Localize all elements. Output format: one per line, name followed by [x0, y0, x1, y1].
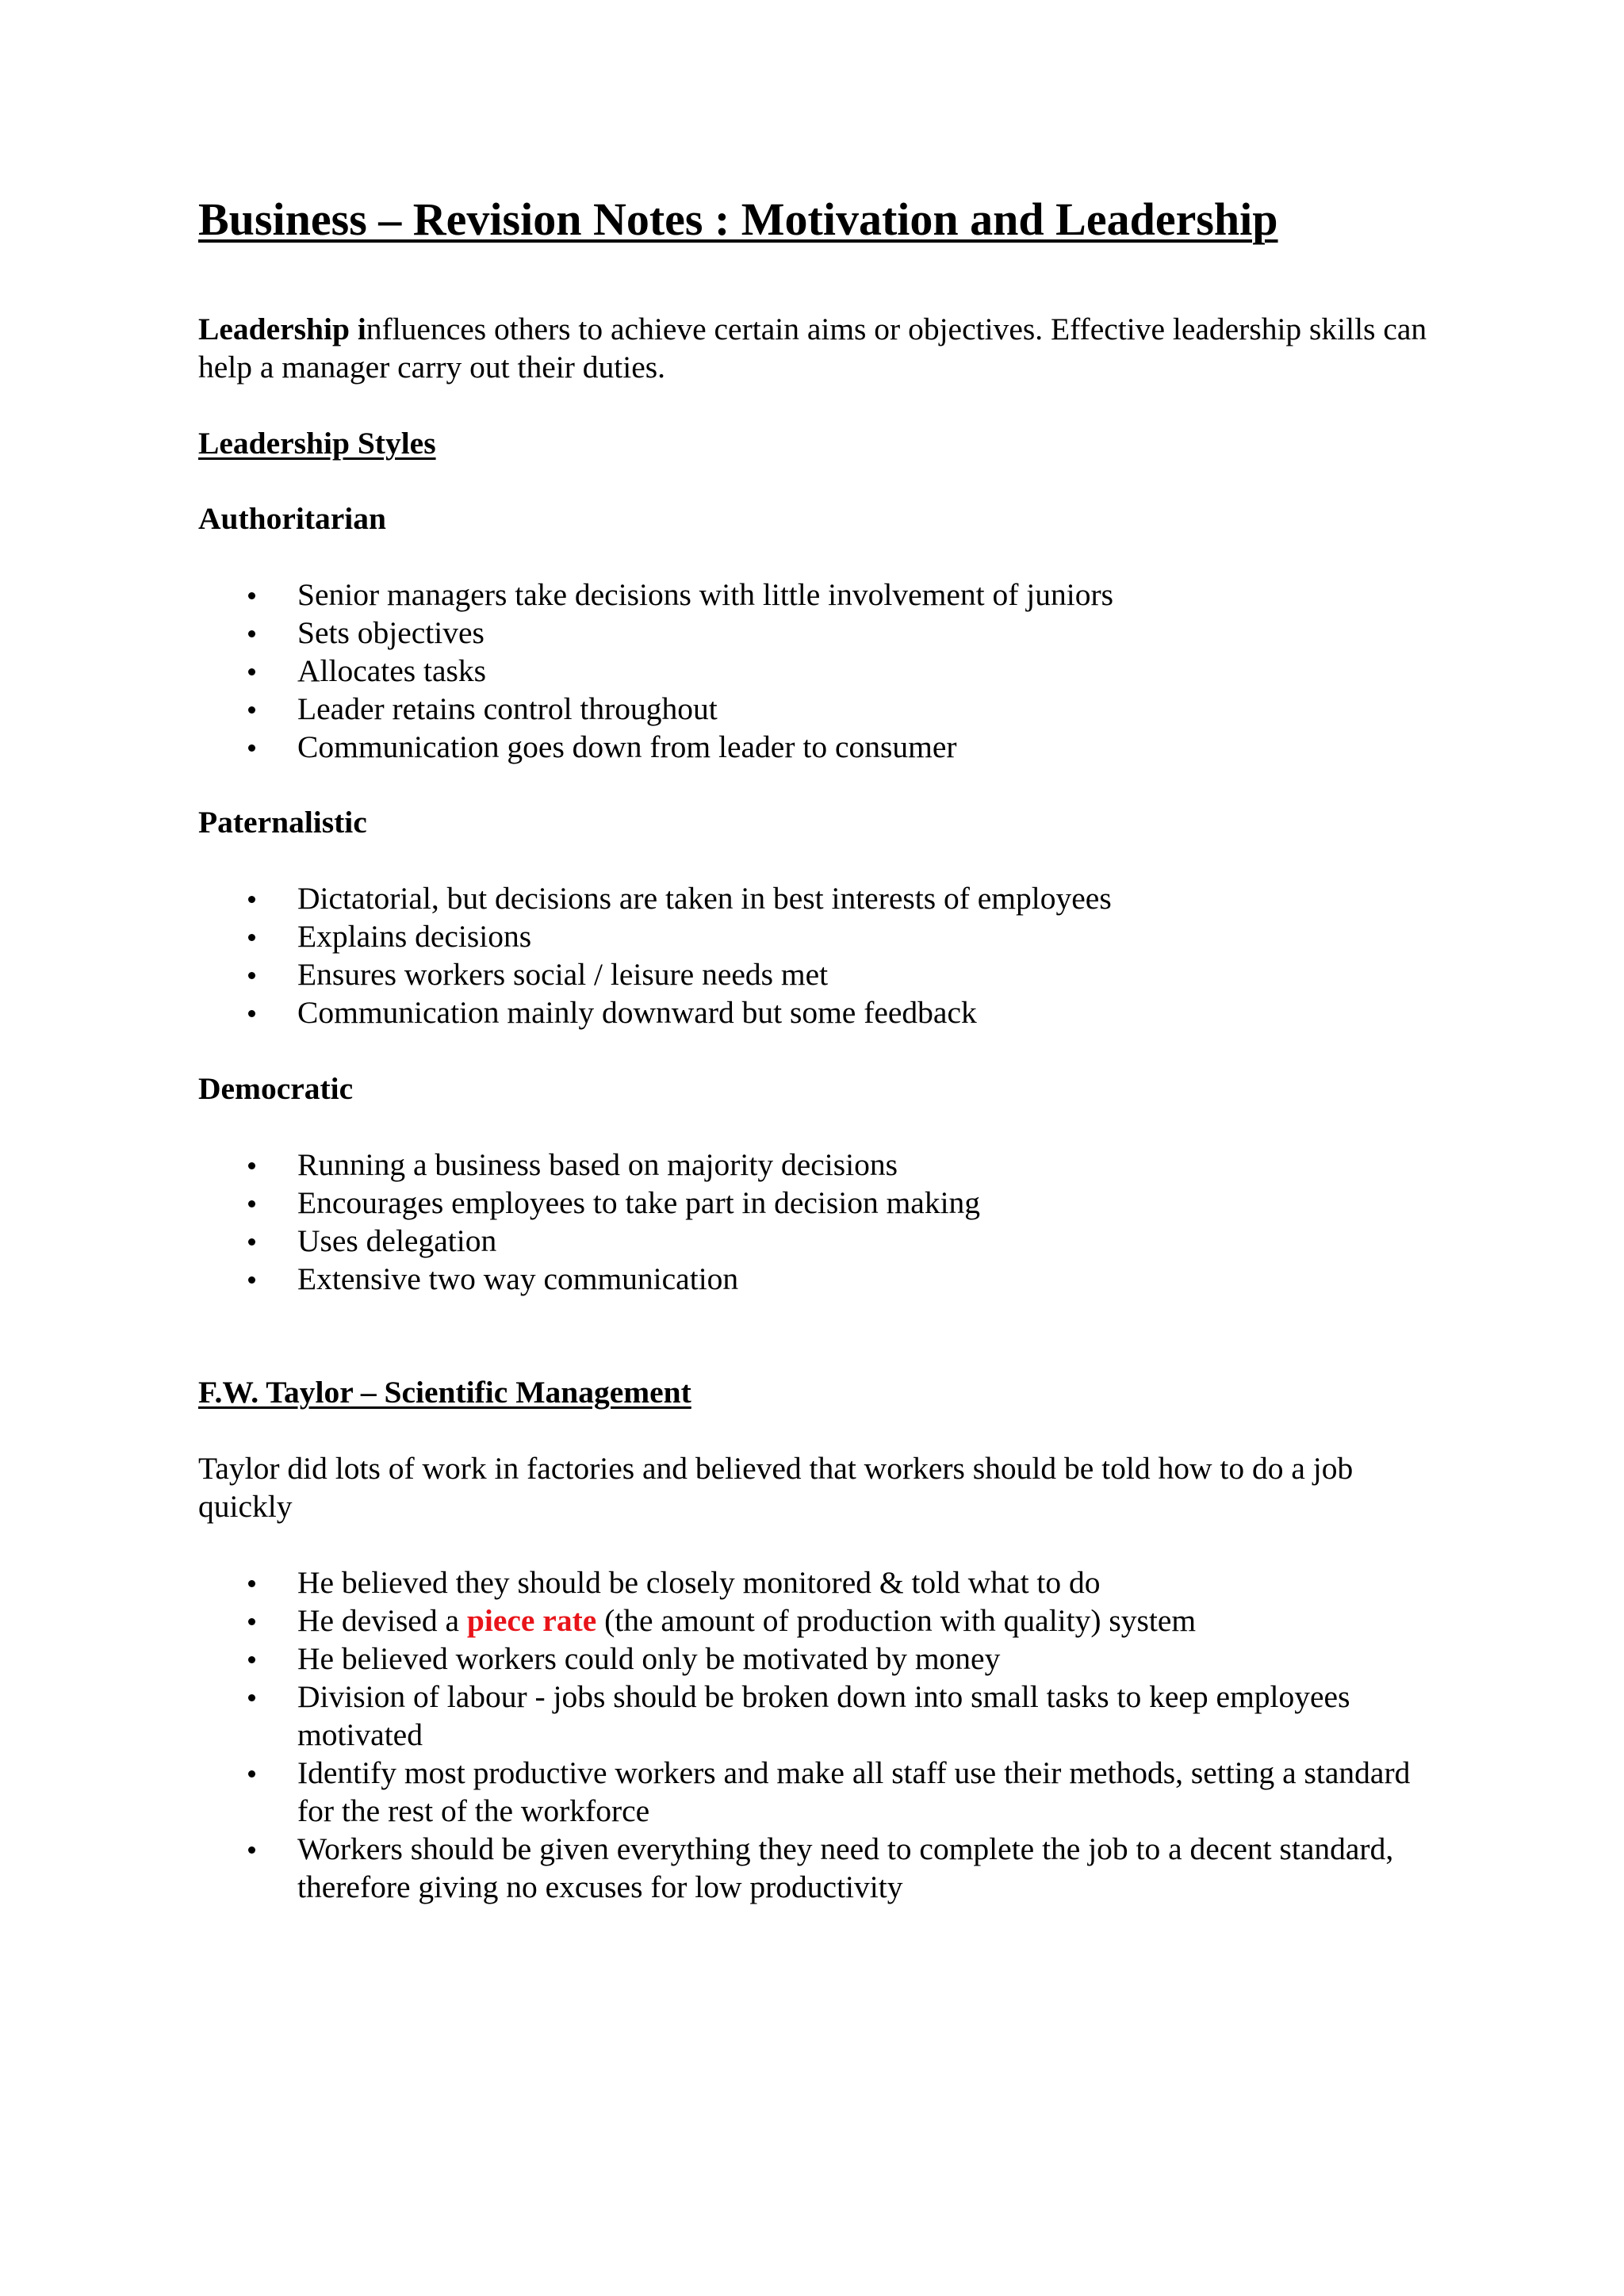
bullet-icon: [248, 1656, 255, 1663]
bullet-icon: [248, 1200, 255, 1207]
style-heading-paternalistic: Paternalistic: [198, 805, 367, 840]
list-item: Dictatorial, but decisions are taken in best interests of employees: [198, 879, 1451, 917]
leadership-intro: [198, 310, 1451, 386]
bullet-icon: [248, 1238, 255, 1246]
bullet-icon: [248, 1618, 255, 1625]
style-heading-authoritarian: Authoritarian: [198, 501, 386, 536]
bullet-icon: [248, 706, 255, 714]
bullet-icon: [248, 1846, 255, 1854]
paternalistic-list: [198, 879, 1451, 1031]
list-item: Workers should be given everything they need to complete the job to a decent standard, therefore giving no excuses for low productivity: [198, 1830, 1451, 1906]
democratic-list: [198, 1146, 1451, 1298]
list-item: Running a business based on majority decisions: [198, 1146, 1451, 1184]
list-item: Ensures workers social / leisure needs met: [198, 955, 1451, 993]
bullet-icon: [248, 630, 255, 637]
bullet-icon: [248, 1770, 255, 1777]
list-item: Division of labour - jobs should be broken down into small tasks to keep employees motivated: [198, 1678, 1451, 1754]
bullet-icon: [248, 1276, 255, 1284]
taylor-list: [198, 1563, 1451, 1906]
piece-rate-highlight: piece rate: [466, 1603, 597, 1638]
list-item: Senior managers take decisions with little involvement of juniors: [198, 576, 1451, 614]
list-item: He believed workers could only be motivated by money: [198, 1640, 1451, 1678]
list-item: He believed they should be closely monitored & told what to do: [198, 1563, 1451, 1601]
bullet-icon: [248, 1010, 255, 1017]
list-item: Communication mainly downward but some feedback: [198, 993, 1451, 1031]
style-heading-democratic: Democratic: [198, 1071, 354, 1106]
list-item: Communication goes down from leader to consumer: [198, 728, 1451, 766]
page-title: Business – Revision Notes : Motivation and Leadership: [198, 193, 1278, 245]
taylor-intro: Taylor did lots of work in factories and believed that workers should be told how to do a job quickly: [198, 1451, 1354, 1524]
list-item: Allocates tasks: [198, 652, 1451, 690]
list-item: He devised a piece rate (the amount of production with quality) system: [198, 1601, 1451, 1640]
leadership-term: Leadership i: [198, 312, 366, 346]
bullet-icon: [248, 1162, 255, 1169]
list-item: Identify most productive workers and make all staff use their methods, setting a standard for the rest of the workforce: [198, 1754, 1451, 1830]
list-item: Leader retains control throughout: [198, 690, 1451, 728]
bullet-icon: [248, 1694, 255, 1701]
list-item: Extensive two way communication: [198, 1260, 1451, 1298]
bullet-icon: [248, 592, 255, 599]
bullet-icon: [248, 744, 255, 752]
bullet-icon: [248, 1580, 255, 1587]
bullet-icon: [248, 972, 255, 979]
bullet-icon: [248, 934, 255, 941]
leadership-intro-text: nfluences others to achieve certain aims or objectives. Effective leadership skills can help a manager carry out their duties.: [198, 312, 1427, 385]
list-item: Uses delegation: [198, 1222, 1451, 1260]
authoritarian-list: [198, 576, 1451, 766]
list-item: Explains decisions: [198, 917, 1451, 955]
list-item: Sets objectives: [198, 614, 1451, 652]
taylor-heading: F.W. Taylor – Scientific Management: [198, 1375, 691, 1410]
bullet-icon: [248, 668, 255, 675]
leadership-styles-heading: Leadership Styles: [198, 426, 436, 461]
list-item: Encourages employees to take part in decision making: [198, 1184, 1451, 1222]
bullet-icon: [248, 896, 255, 903]
